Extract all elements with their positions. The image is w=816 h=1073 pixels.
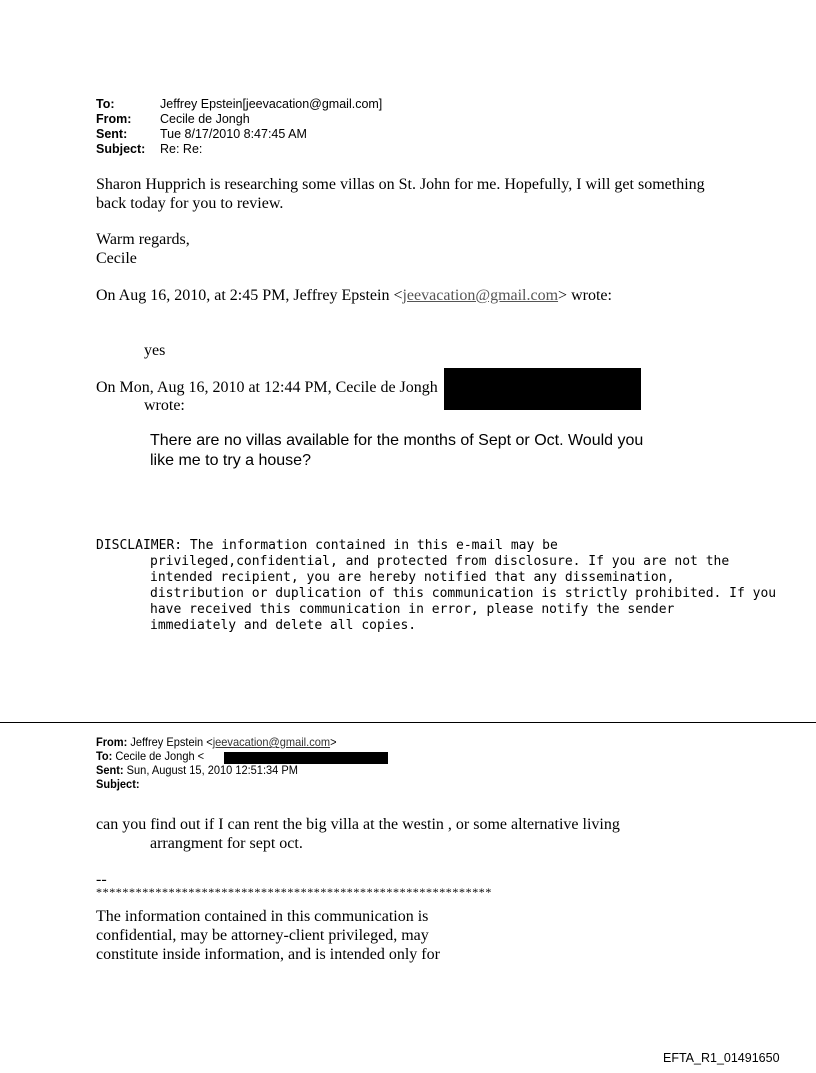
from-suffix: > (330, 735, 337, 749)
header-to-row (96, 97, 382, 112)
sent-value: Sun, August 15, 2010 12:51:34 PM (126, 763, 298, 777)
divider (0, 722, 816, 723)
email2-to-row (96, 749, 204, 763)
sent-value: Tue 8/17/2010 8:47:45 AM (160, 127, 307, 141)
body-line: Sharon Hupprich is researching some villas on St. John for me. Hopefully, I will get something (96, 176, 705, 193)
header-from-row (96, 112, 250, 127)
notice-line: confidential, may be attorney-client privileged, may (96, 927, 429, 944)
quote-suffix: > wrote: (558, 287, 612, 304)
disclaimer-line: DISCLAIMER: The information contained in this e-mail may be (96, 538, 558, 553)
subject-label: Subject: (96, 777, 140, 791)
reply-text: yes (144, 342, 166, 359)
to-label: To: (96, 749, 113, 763)
disclaimer-line: have received this communication in error, please notify the sender (150, 602, 675, 617)
disclaimer-line: distribution or duplication of this communication is strictly prohibited. If you (150, 586, 777, 601)
quote-wrote: wrote: (144, 397, 185, 414)
quoted-message-line: There are no villas available for the months of Sept or Oct. Would you (150, 432, 644, 449)
body-line: arrangment for sept oct. (150, 835, 303, 852)
email2-sent-row (96, 763, 298, 777)
disclaimer-line: intended recipient, you are hereby notified that any dissemination, (150, 570, 675, 585)
disclaimer-line: privileged,confidential, and protected from disclosure. If you are not the (150, 554, 730, 569)
from-label: From: (96, 735, 128, 749)
header-sent-row (96, 127, 307, 142)
sent-label: Sent: (96, 127, 128, 141)
sent-label: Sent: (96, 763, 124, 777)
quote-prefix: On Aug 16, 2010, at 2:45 PM, Jeffrey Epstein < (96, 287, 403, 304)
quote-attribution (96, 286, 612, 305)
email2-subject-row (96, 777, 140, 791)
document-id: EFTA_R1_01491650 (663, 1051, 780, 1065)
signature-dash: -- (96, 871, 107, 888)
quoted-message-line: like me to try a house? (150, 452, 311, 469)
signature: Cecile (96, 250, 137, 267)
from-prefix: Jeffrey Epstein < (130, 735, 213, 749)
subject-label: Subject: (96, 142, 146, 156)
notice-line: constitute inside information, and is intended only for (96, 946, 440, 963)
star-separator: ************************************************************ (96, 885, 492, 899)
header-subject-row (96, 142, 202, 157)
body-line: can you find out if I can rent the big villa at the westin , or some alternative living (96, 816, 620, 833)
to-value: Jeffrey Epstein[jeevacation@gmail.com] (160, 97, 383, 111)
disclaimer-line: immediately and delete all copies. (150, 618, 417, 633)
email-link[interactable]: jeevacation@gmail.com (212, 735, 331, 749)
notice-line: The information contained in this communication is (96, 908, 429, 925)
email-link[interactable]: jeevacation@gmail.com (402, 287, 559, 304)
body-line: back today for you to review. (96, 195, 284, 212)
email2-from-row (96, 735, 337, 749)
quote-attribution: On Mon, Aug 16, 2010 at 12:44 PM, Cecile de Jongh (96, 379, 438, 396)
to-label: To: (96, 97, 115, 111)
to-value: Cecile de Jongh < (115, 749, 205, 763)
from-value: Cecile de Jongh (160, 112, 250, 126)
signoff: Warm regards, (96, 231, 190, 248)
redaction-block (444, 368, 641, 410)
from-label: From: (96, 112, 132, 126)
subject-value: Re: Re: (160, 142, 203, 156)
